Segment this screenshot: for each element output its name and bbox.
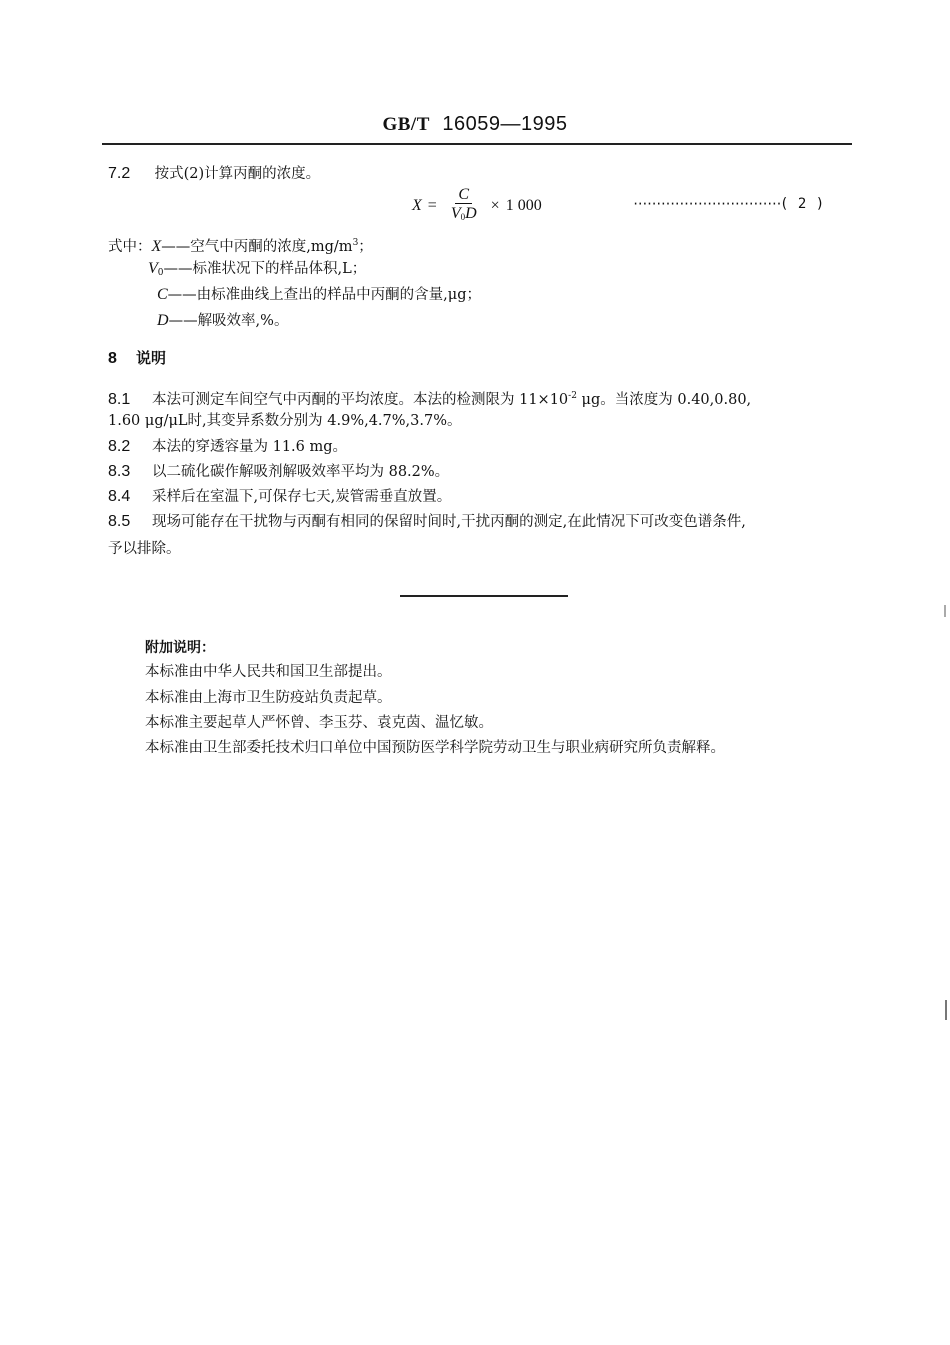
formula-equals: = (427, 197, 437, 214)
appendix-line: 本标准由卫生部委托技术归口单位中国预防医学科学院劳动卫生与职业病研究所负责解释。 (145, 740, 725, 756)
section-title: 说明 (136, 350, 167, 367)
leader-dots: ································ (632, 197, 780, 211)
clause-8-1-line1: 8.1 本法可测定车间空气中丙酮的平均浓度。本法的检测限为 $11\times 10^{-2}$ μg。当浓度为 0.40,0.80, (108, 391, 752, 408)
concentration-formula (412, 184, 542, 228)
header-rule (102, 143, 852, 145)
standard-number-header (0, 113, 950, 136)
formula-denominator: $V_0D$ (450, 204, 477, 222)
clause-7-2 (108, 164, 320, 184)
clause-number: 7.2 (108, 165, 131, 182)
where-item-d: D——解吸效率,%。 (157, 312, 289, 329)
standard-code: 16059—1995 (442, 113, 568, 135)
formula-numerator: C (455, 186, 472, 204)
scan-artifact (944, 605, 946, 617)
clause-8-2: 8.2 本法的穿透容量为 11.6 mg。 (108, 438, 348, 455)
clause-text: 按式(2)计算丙酮的浓度。 (154, 166, 321, 182)
standard-prefix: GB/T (382, 114, 430, 135)
appendix-line: 本标准由中华人民共和国卫生部提出。 (145, 664, 392, 680)
section-number: 8 (108, 350, 117, 367)
where-item-v0: $V_0——$标准状况下的样品体积,L； (148, 260, 367, 278)
clause-8-3: 8.3 以二硫化碳作解吸剂解吸效率平均为 88.2%。 (108, 463, 450, 480)
equation-reference (632, 196, 825, 212)
equation-number: ( 2 ) (780, 196, 825, 212)
formula-times: × (490, 197, 500, 214)
clause-8-5-line1: 8.5 现场可能存在干扰物与丙酮有相同的保留时间时,干扰丙酮的测定,在此情况下可改变色谱条件, (108, 513, 746, 530)
appendix-title: 附加说明： (145, 639, 215, 655)
appendix-line: 本标准由上海市卫生防疫站负责起草。 (145, 690, 392, 706)
end-divider (400, 595, 568, 597)
appendix-line: 本标准主要起草人严怀曾、李玉芬、袁克茵、温忆敏。 (145, 715, 493, 731)
section-8-heading (108, 349, 166, 369)
clause-8-1-line2: 1.60 μg/μL时,其变异系数分别为 4.9%,4.7%,3.7%。 (108, 413, 462, 429)
where-item-x: 式中：X——空气中丙酮的浓度$,mg/m^3$； (108, 238, 373, 255)
scan-artifact (945, 1000, 947, 1020)
formula-lhs: X (412, 197, 422, 214)
where-item-c: C——由标准曲线上查出的样品中丙酮的含量,μg； (157, 286, 481, 303)
clause-8-5-line2: 予以排除。 (108, 541, 181, 557)
formula-fraction (448, 186, 480, 227)
formula-factor: 1 000 (505, 197, 542, 214)
clause-8-4: 8.4 采样后在室温下,可保存七天,炭管需垂直放置。 (108, 488, 452, 505)
where-intro: 式中： (108, 239, 152, 255)
